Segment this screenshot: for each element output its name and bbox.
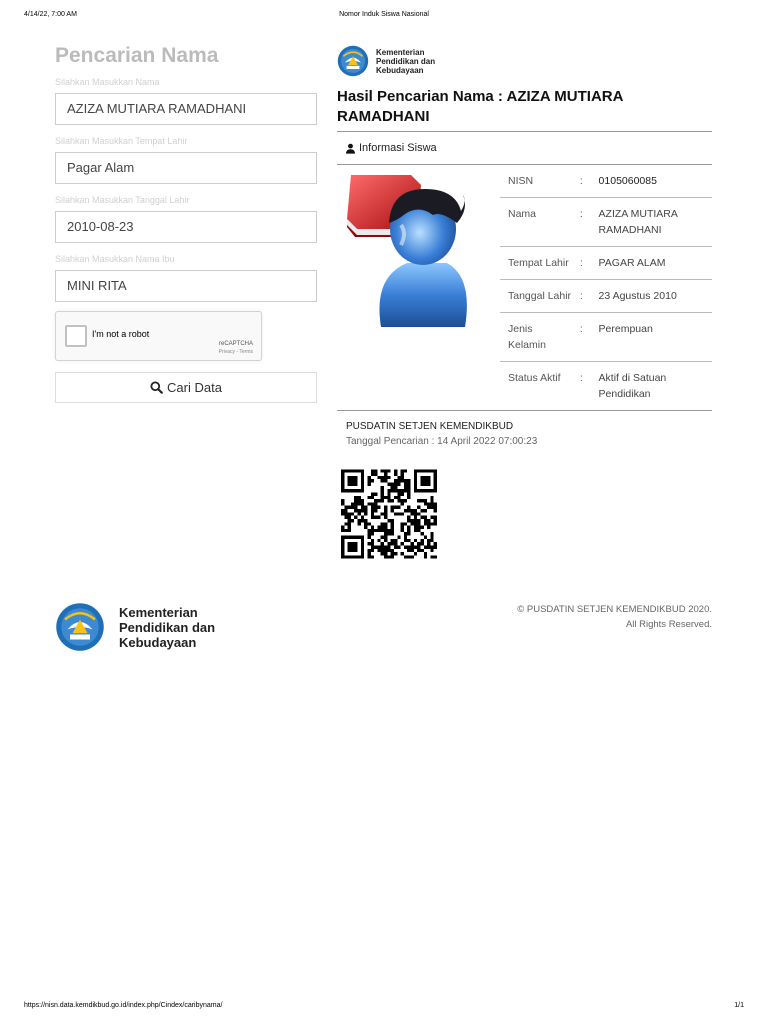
- mother-name-field-group: [55, 252, 317, 302]
- mother-name-input[interactable]: MINI RITA: [55, 270, 317, 302]
- search-form-title: Pencarian Nama: [55, 44, 219, 67]
- print-url: https://nisn.data.kemdikbud.go.id/index.php/Cindex/caribynama/: [24, 1002, 223, 1009]
- name-field-group: [55, 75, 317, 125]
- row-separator: :: [572, 165, 591, 198]
- tab-informasi-siswa[interactable]: [337, 132, 712, 164]
- birthdate-field-label: Silahkan Masukkan Tanggal Lahir: [55, 195, 190, 205]
- footer-ministry-logo: [55, 602, 215, 652]
- ministry-logo: [337, 43, 712, 79]
- name-field-label: Silahkan Masukkan Nama: [55, 77, 160, 87]
- copyright-line: © PUSDATIN SETJEN KEMENDIKBUD 2020.: [517, 604, 712, 615]
- rights-line: All Rights Reserved.: [625, 619, 712, 630]
- table-row: [500, 280, 712, 313]
- search-button-label: Cari Data: [167, 380, 222, 395]
- mother-name-field-label: Silahkan Masukkan Nama Ibu: [55, 254, 175, 264]
- row-separator: :: [572, 198, 591, 247]
- birthplace-input[interactable]: Pagar Alam: [55, 152, 317, 184]
- table-row: [500, 313, 712, 362]
- row-value: AZIZA MUTIARA RAMADHANI: [591, 198, 712, 247]
- student-avatar-icon: [337, 165, 500, 330]
- birthdate-field-group: [55, 193, 317, 243]
- row-label: Nama: [500, 198, 572, 247]
- qr-code: [341, 469, 437, 559]
- recaptcha-brand: [219, 340, 253, 356]
- student-avatar: [337, 165, 500, 330]
- row-value: PAGAR ALAM: [591, 247, 712, 280]
- birthplace-field-group: [55, 134, 317, 184]
- copyright: [517, 602, 712, 632]
- ministry-name-line: Pendidikan dan: [119, 619, 216, 635]
- table-row: [500, 247, 712, 280]
- qr-code-icon: [341, 469, 437, 559]
- student-info-table: [500, 165, 712, 410]
- footer-ministry-name: [119, 605, 215, 650]
- table-row: [500, 165, 712, 198]
- recaptcha-widget: [55, 311, 262, 361]
- user-icon: [345, 143, 356, 154]
- row-value: Aktif di Satuan Pendidikan: [598, 372, 667, 400]
- row-label: Tanggal Lahir: [500, 280, 572, 313]
- row-label: NISN: [500, 165, 572, 198]
- tab-label: Informasi Siswa: [359, 142, 437, 154]
- row-value: Perempuan: [591, 313, 712, 362]
- result-title: Hasil Pencarian Nama : AZIZA MUTIARA RAMADHANI: [337, 88, 623, 125]
- row-separator: :: [579, 372, 583, 384]
- print-header: [24, 11, 744, 21]
- birthplace-field-label: Silahkan Masukkan Tempat Lahir: [55, 136, 188, 146]
- ministry-name-line: Kementerian: [376, 47, 425, 57]
- row-label: Tempat Lahir: [500, 247, 572, 280]
- org-name: PUSDATIN SETJEN KEMENDIKBUD: [346, 421, 514, 432]
- print-footer: [24, 1002, 744, 1009]
- row-separator: :: [572, 247, 591, 280]
- row-separator: :: [572, 280, 591, 313]
- student-info: [337, 164, 712, 410]
- tut-wuri-handayani-emblem-icon: [55, 602, 105, 652]
- print-datetime: 4/14/22, 7:00 AM: [24, 11, 77, 18]
- recaptcha-brand-name: reCAPTCHA: [218, 341, 253, 347]
- table-row: [500, 362, 712, 411]
- row-separator: :: [572, 313, 591, 362]
- ministry-name: [376, 48, 435, 75]
- birthdate-input[interactable]: 2010-08-23: [55, 211, 317, 243]
- name-input[interactable]: AZIZA MUTIARA RAMADHANI: [55, 93, 317, 125]
- ministry-name-line: Kebudayaan: [376, 65, 424, 75]
- search-form: [55, 42, 317, 403]
- tut-wuri-handayani-emblem-icon: [337, 45, 369, 77]
- print-page-number: 1/1: [734, 1002, 744, 1009]
- row-value: 0105060085: [591, 165, 712, 198]
- recaptcha-label: I'm not a robot: [92, 329, 150, 339]
- row-value: 23 Agustus 2010: [591, 280, 712, 313]
- ministry-name-line: Kebudayaan: [119, 634, 197, 650]
- result-bottom-divider: [337, 410, 712, 411]
- search-timestamp: Tanggal Pencarian : 14 April 2022 07:00:23: [346, 436, 538, 447]
- ministry-name-line: Kementerian: [119, 604, 198, 620]
- search-button[interactable]: [55, 372, 317, 403]
- search-result: [337, 43, 712, 559]
- recaptcha-checkbox[interactable]: [65, 325, 87, 347]
- ministry-name-line: Pendidikan dan: [376, 56, 436, 66]
- row-label: Status Aktif: [508, 372, 561, 384]
- site-footer: [55, 600, 712, 660]
- search-icon: [150, 381, 163, 394]
- print-page-title: Nomor Induk Siswa Nasional: [339, 11, 429, 18]
- recaptcha-links[interactable]: Privacy - Terms: [218, 349, 253, 355]
- row-label: Jenis Kelamin: [500, 313, 572, 362]
- table-row: [500, 198, 712, 247]
